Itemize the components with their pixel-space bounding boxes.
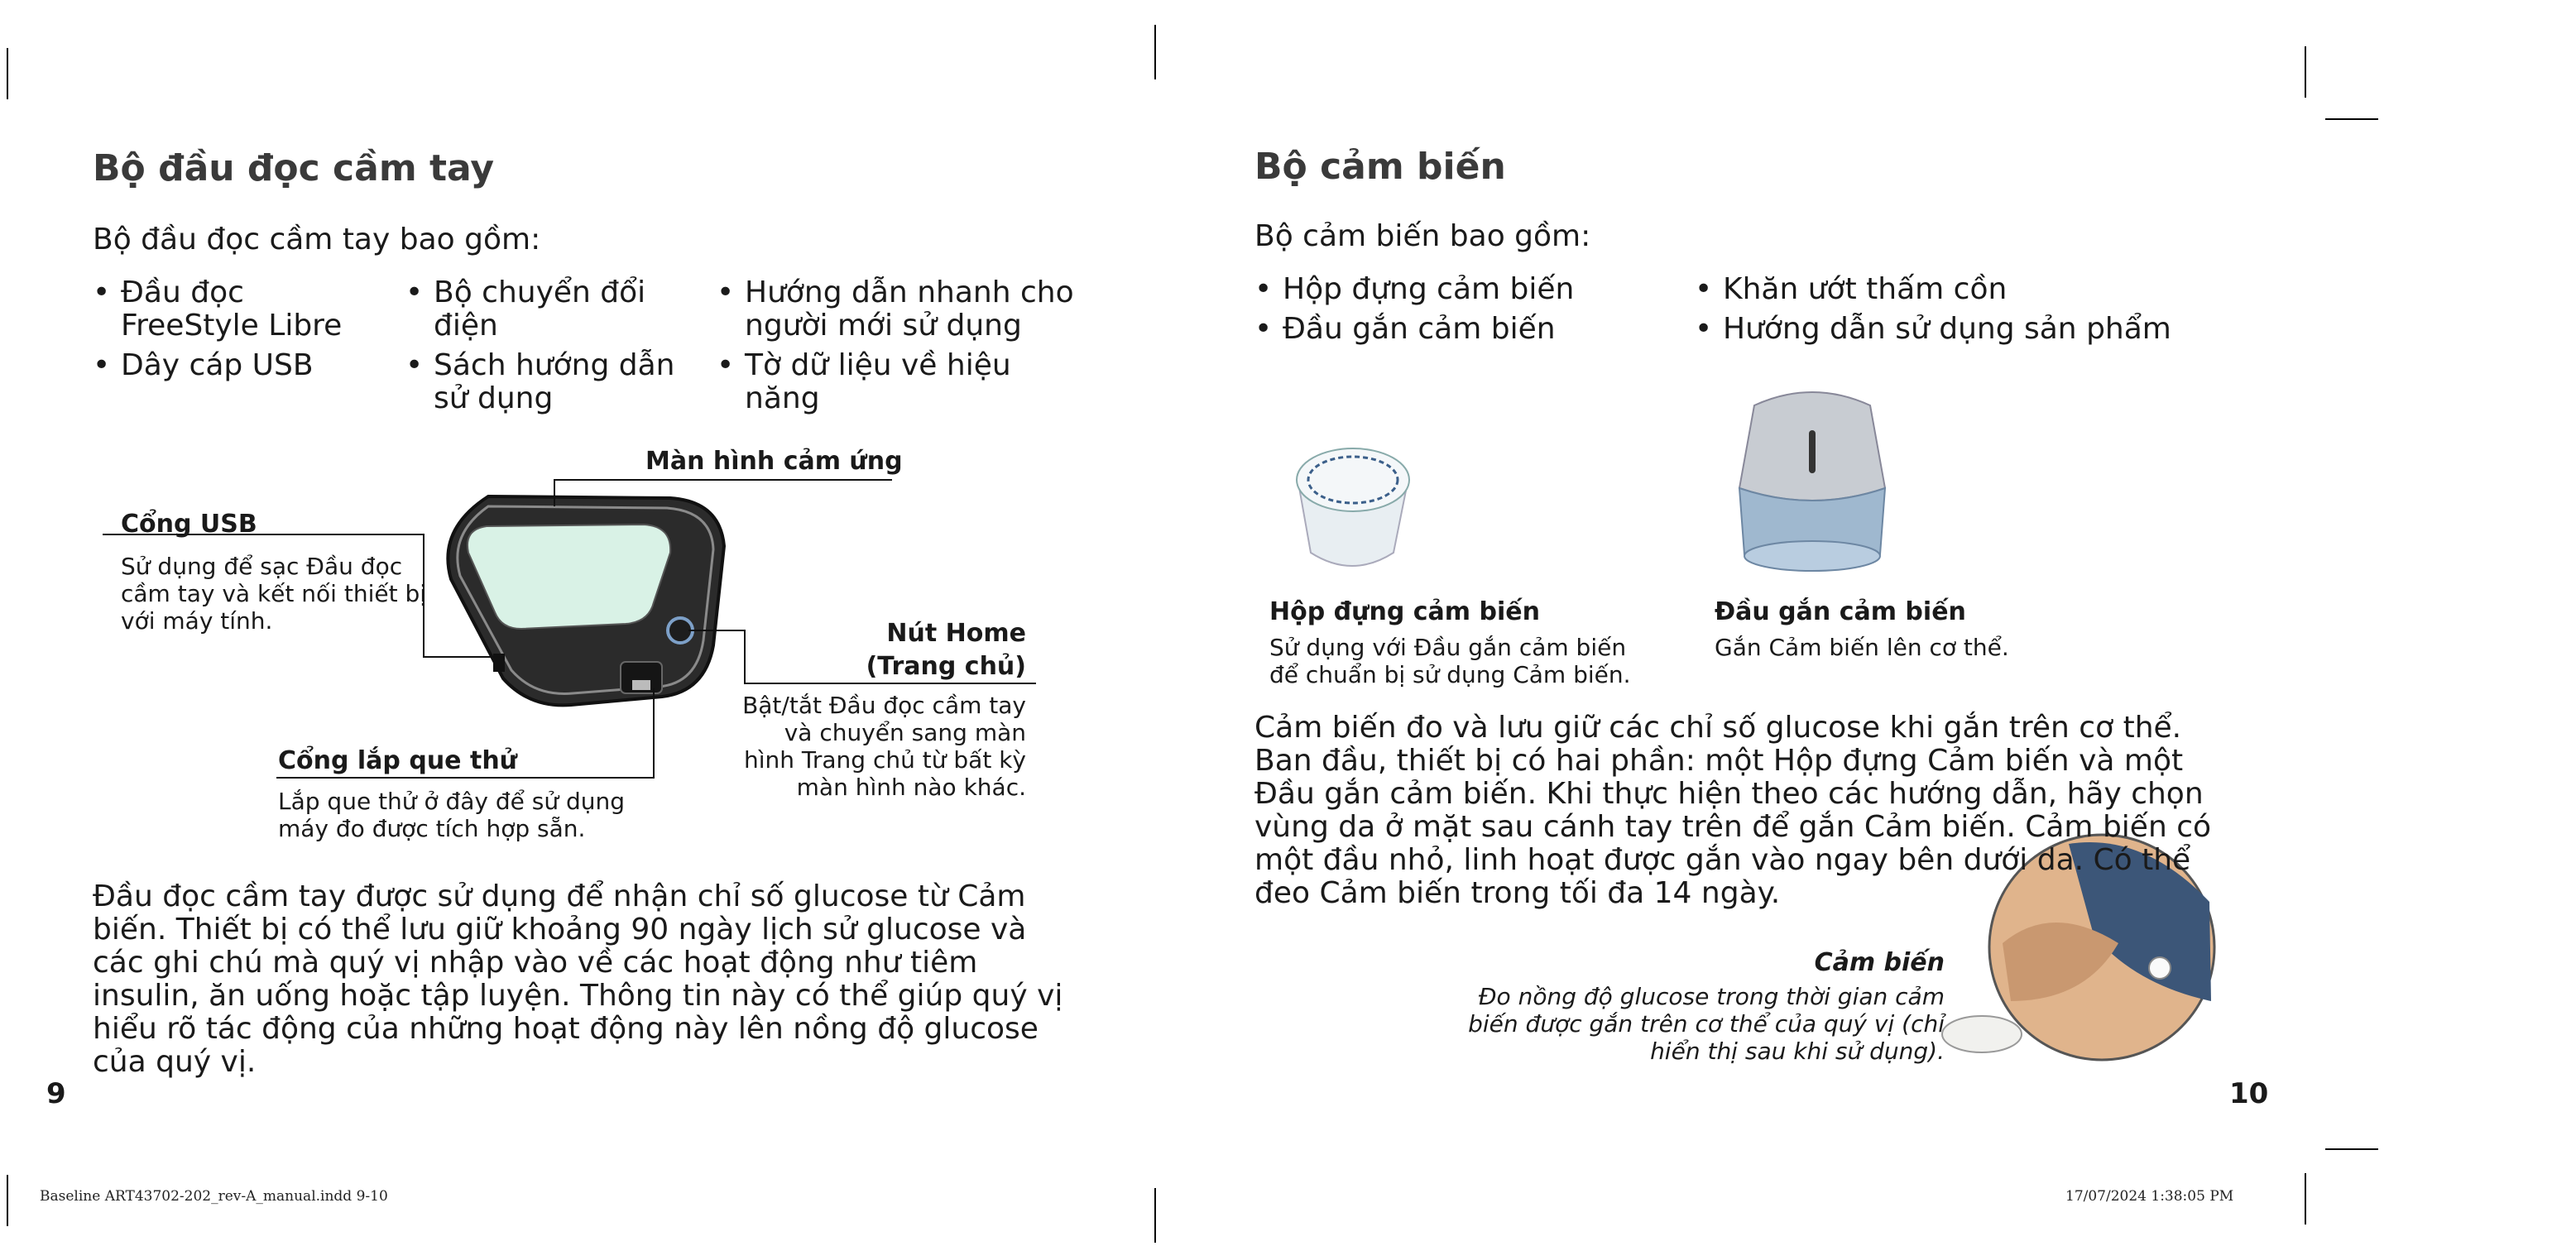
footer-timestamp: 17/07/2024 1:38:05 PM xyxy=(2065,1188,2234,1205)
right-body-text: Cảm biến đo và lưu giữ các chỉ số glucose khi gắn trên cơ thể. Ban đầu, thiết bị có hai phần: một Hộp đựng Cảm biến và một Đầu gắn cảm biến. Khi thực hiện theo các hướng dẫn, hãy chọn vùng da ở mặt sau cánh tay trên để gắn Cảm biến. Cảm biến có một đầu nhỏ, linh hoạt được gắn vào ngay bên dưới da. Có thể đeo Cảm biến trong tối đa 14 ngày. xyxy=(1254,711,2212,910)
footer-filename: Baseline ART43702-202_rev-A_manual.indd 9-10 xyxy=(40,1188,388,1205)
list-item: • Hướng dẫn sử dụng sản phẩm xyxy=(1695,313,2224,346)
strip-port-callout-label: Cổng lắp que thử xyxy=(278,746,518,775)
right-page-number: 10 xyxy=(2229,1077,2269,1110)
screen-callout-label: Màn hình cảm ứng xyxy=(645,447,903,476)
left-page-title: Bộ đầu đọc cầm tay xyxy=(93,147,495,189)
applicator-label: Đầu gắn cảm biến xyxy=(1715,597,1966,626)
sensor-callout-desc: Đo nồng độ glucose trong thời gian cảm biến được gắn trên cơ thể của quý vị (chỉ hiển thị sau khi sử dụng). xyxy=(1468,983,1945,1065)
list-item: • Sách hướng dẫn sử dụng xyxy=(405,349,703,415)
list-item: • Bộ chuyển đổi điện xyxy=(405,276,703,343)
list-item: • Đầu gắn cảm biến xyxy=(1254,313,1668,346)
list-item: • Hộp đựng cảm biến xyxy=(1254,273,1668,306)
left-intro: Bộ đầu đọc cầm tay bao gồm: xyxy=(93,223,541,256)
home-callout-label: Nút Home xyxy=(886,619,1026,648)
applicator-desc: Gắn Cảm biến lên cơ thể. xyxy=(1715,634,2009,661)
crop-mark xyxy=(7,1175,8,1226)
list-item: • Dây cáp USB xyxy=(93,349,391,382)
home-callout-label-sub: (Trang chủ) xyxy=(866,652,1026,681)
right-list-col1 xyxy=(1254,273,1668,352)
crop-mark xyxy=(2305,1173,2306,1224)
home-callout-desc: Bật/tắt Đầu đọc cầm tay và chuyển sang màn hình Trang chủ từ bất kỳ màn hình nào khác. xyxy=(742,692,1026,801)
left-page-number: 9 xyxy=(46,1077,66,1110)
crop-mark xyxy=(2305,46,2306,98)
list-item: • Hướng dẫn nhanh cho người mới sử dụng xyxy=(717,276,1081,343)
reader-device-illustration xyxy=(448,496,724,705)
left-body-text: Đầu đọc cầm tay được sử dụng để nhận chỉ số glucose từ Cảm biến. Thiết bị có thể lưu giữ khoảng 90 ngày lịch sử glucose và các ghi chú mà quý vị nhập vào về các hoạt động như tiêm insulin, ăn uống hoặc tập luyện. Thông tin này có thể giúp quý vị hiểu rõ tác động của những hoạt động này lên nồng độ glucose của quý vị. xyxy=(93,879,1063,1079)
sensor-pack-desc: Sử dụng với Đầu gắn cảm biến để chuẩn bị sử dụng Cảm biến. xyxy=(1269,634,1631,688)
list-item: • Đầu đọc FreeStyle Libre xyxy=(93,276,391,343)
right-list-col2 xyxy=(1695,273,2224,352)
crop-mark xyxy=(2325,1148,2378,1150)
usb-callout-desc: Sử dụng để sạc Đầu đọc cầm tay và kết nối thiết bị với máy tính. xyxy=(121,553,427,635)
crop-mark xyxy=(1154,1188,1156,1243)
sensor-applicator-illustration xyxy=(1739,392,1885,571)
crop-mark xyxy=(2325,118,2378,120)
sensor-callout-label: Cảm biến xyxy=(1814,948,1945,977)
right-page-title: Bộ cảm biến xyxy=(1254,146,1506,188)
usb-callout-label: Cổng USB xyxy=(121,510,257,539)
sensor-pack-label: Hộp đựng cảm biến xyxy=(1269,597,1540,626)
right-intro: Bộ cảm biến bao gồm: xyxy=(1254,219,1591,253)
list-item: • Tờ dữ liệu về hiệu năng xyxy=(717,349,1081,415)
strip-port-callout-desc: Lắp que thử ở đây để sử dụng máy đo được tích hợp sẵn. xyxy=(278,788,626,842)
list-item: • Khăn ướt thấm cồn xyxy=(1695,273,2224,306)
sensor-pack-illustration xyxy=(1297,448,1409,566)
